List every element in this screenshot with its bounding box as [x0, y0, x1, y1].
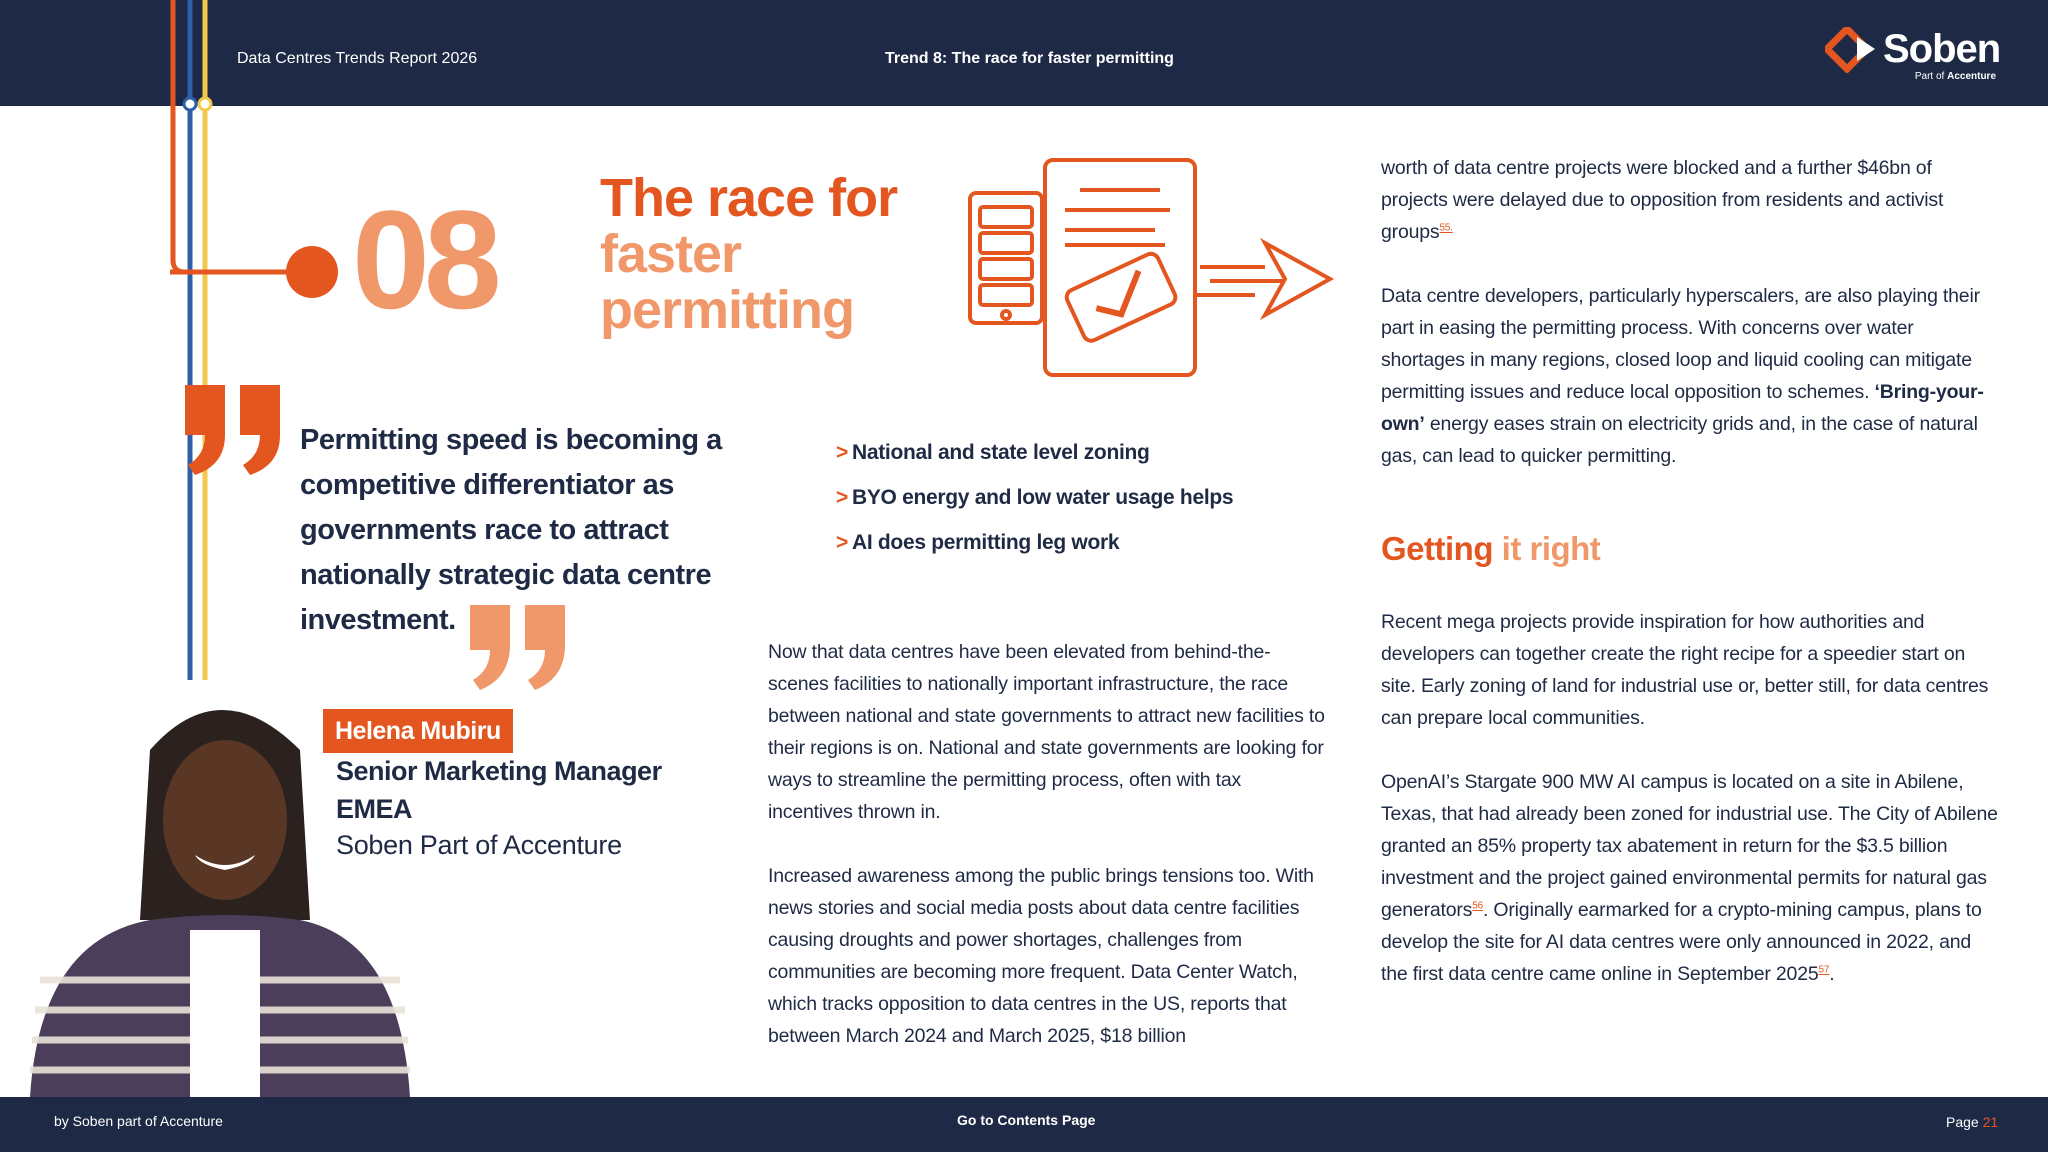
person-role: [336, 752, 662, 828]
report-title: Data Centres Trends Report 2026: [237, 50, 478, 67]
paragraph-text: energy eases strain on electricity grids and, in the case of natural gas, can lead to quicker permitting.: [1381, 413, 1978, 467]
open-quote-icon: [180, 380, 290, 480]
page-number: 21: [1982, 1114, 1999, 1130]
highlights-list: [836, 430, 1233, 565]
orange-dot-connector: [170, 240, 340, 300]
paragraph: [1381, 152, 2001, 248]
close-quote-icon: [465, 600, 575, 695]
approval-stamp-icon: [1064, 251, 1178, 343]
yellow-node: [199, 98, 211, 110]
paragraph-text: OpenAI’s Stargate 900 MW AI campus is located on a site in Abilene, Texas, that had already been zoned for industrial use. The City of Abilene granted an 85% property tax abatement in return for the $3.5 billion investment and the project gained environmental permits for natural gas generators: [1381, 771, 1998, 921]
person-role-line-1: Senior Marketing Manager: [336, 756, 662, 786]
bullet-marker: >: [836, 531, 848, 554]
title-line-1: The race for: [600, 168, 898, 228]
bullet-marker: >: [836, 441, 848, 464]
person-organisation: Soben Part of Accenture: [336, 830, 622, 860]
footnote-link[interactable]: 57: [1818, 964, 1830, 976]
logo-tagline: [1915, 71, 1996, 82]
body-column-right-lower: [1381, 606, 2001, 1022]
soben-logo[interactable]: [1823, 25, 2023, 85]
paragraph-text: Data centre developers, particularly hyperscalers, are also playing their part in easing the permitting process. With concerns over water shortages in many regions, closed loop and liquid cooling can mitigate permitting issues and reduce local opposition to schemes.: [1381, 285, 1980, 403]
title-line-3: permitting: [600, 280, 854, 340]
highlight-text: AI does permitting leg work: [851, 531, 1120, 554]
soben-logo-icon: [1825, 27, 1881, 73]
person-role-line-2: EMEA: [336, 794, 413, 824]
logo-tagline-prefix: Part of: [1914, 71, 1945, 82]
highlight-text: National and state level zoning: [851, 441, 1150, 464]
logo-name: Soben: [1883, 27, 2001, 71]
list-item: [836, 475, 1233, 520]
section-title: Trend 8: The race for faster permitting: [885, 50, 1174, 67]
footnote-link[interactable]: 55.: [1439, 222, 1453, 234]
list-item: [836, 520, 1233, 565]
contents-link[interactable]: Go to Contents Page: [957, 1112, 1096, 1128]
page-title: [600, 170, 897, 338]
subheading-part-1: Getting: [1381, 530, 1493, 567]
blue-node: [184, 98, 196, 110]
paragraph-text: .: [1829, 963, 1835, 985]
list-item: [836, 430, 1233, 475]
body-column-right: [1381, 152, 2001, 504]
paragraph: [1381, 766, 2001, 990]
subheading-part-2: it right: [1501, 530, 1601, 567]
page-label: Page: [1946, 1114, 1979, 1130]
bold-term: ‘Bring-your-own’: [1381, 381, 1984, 435]
paragraph: [1381, 280, 2001, 472]
paragraph: Recent mega projects provide inspiration for how authorities and developers can together create the right recipe for a speedier start on site. Early zoning of land for industrial use or, better still, for data centres can prepare local communities.: [1381, 611, 1989, 729]
trend-number: 08: [352, 181, 496, 338]
permitting-illustration: [965, 155, 1335, 380]
title-line-2: faster: [600, 224, 742, 284]
page-indicator: [1946, 1114, 1998, 1130]
orange-dot: [286, 246, 338, 298]
pull-quote: Permitting speed is becoming a competitive differentiator as governments race to attract nationally strategic data centre investment.: [300, 424, 722, 636]
bullet-marker: >: [836, 486, 848, 509]
paragraph: Increased awareness among the public brings tensions too. With news stories and social media posts about data centre facilities causing droughts and power shortages, challenges from communities are becoming more frequent. Data Center Watch, which tracks opposition to data centres in the US, reports that between March 2024 and March 2025, $18 billion: [768, 865, 1314, 1047]
section-subheading: [1381, 530, 1600, 568]
paragraph-text: worth of data centre projects were blocked and a further $46bn of projects were delayed due to opposition from residents and activist groups: [1381, 157, 1944, 243]
body-column-middle: [768, 636, 1328, 1084]
highlight-text: BYO energy and low water usage helps: [851, 486, 1234, 509]
paragraph: Now that data centres have been elevated from behind-the-scenes facilities to nationally important infrastructure, the race between national and state governments to attract new facilities to their regions is on. National and state governments are looking for ways to streamline the permitting process, often with tax incentives thrown in.: [768, 641, 1325, 823]
footnote-link[interactable]: 56: [1472, 900, 1483, 912]
paragraph-text: . Originally earmarked for a crypto-mining campus, plans to develop the site for AI data centres were only announced in 2022, and the first data centre came online in September 2025: [1381, 899, 1982, 985]
logo-tagline-brand: Accenture: [1947, 71, 1996, 82]
person-name: Helena Mubiru: [323, 709, 513, 753]
footer-credit: by Soben part of Accenture: [54, 1113, 223, 1129]
